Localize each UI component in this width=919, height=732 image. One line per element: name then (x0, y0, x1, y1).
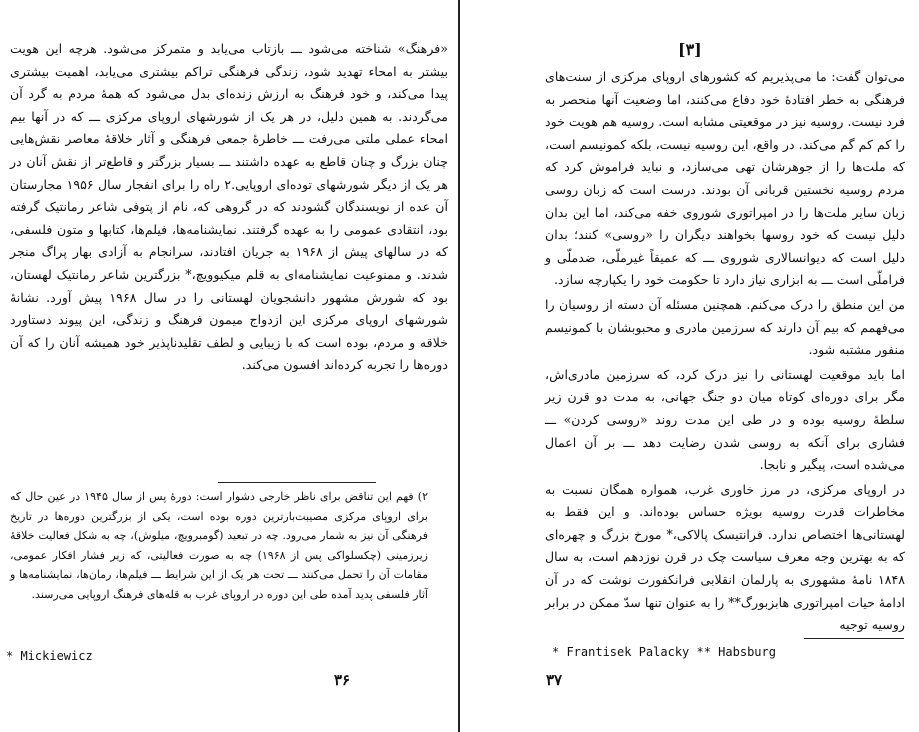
paragraph: در اروپای مرکزی، در مرز خاوری غرب، همواره همگان نسبت به مخاطرات قدرت روسیه بویژه حساس بوده‌اند. و این فقط به لهستانی‌ها اختصاص ندارد. فرانتیسک پالاکی،* مورخ بزرگ و چهره‌ای که به بهترین وجه معرف سیاست چک در قرن نوزدهم است، به سال ۱۸۴۸ نامهٔ مشهوری به پارلمان انقلابی فرانکفورت نوشت که در آن ادامهٔ حیات امپراتوری هابزبورگ** را به عنوان تنها سدّ ممکن در برابر روسیه توجیه (545, 481, 905, 633)
footnote-divider (804, 638, 904, 639)
paragraph: اما باید موقعیت لهستانی را نیز درک کرد، که سرزمین مادری‌اش، مگر برای دوره‌ای کوتاه میان دو جنگ جهانی، به مدت دو قرن زیر سلطهٔ روسیه بوده و در طی این مدت روند «روسی کردن» ـــ فشاری برای آنکه به روسی شدن رضایت دهد ـــ بر آن اعمال می‌شده است، پیگیر و نابجا. (545, 366, 905, 473)
right-page (462, 0, 919, 732)
page-number: ۳۶ (334, 671, 351, 689)
footnote-2: ۲) فهم این تناقض برای ناظر خارجی دشوار است: دورهٔ پس از سال ۱۹۴۵ در عین حال که برای اروپای مرکزی مصیبت‌بارترین دوره بوده است، یکی از بزرگترین دوره‌ها در تاریخ فرهنگی آن نیز به شمار می‌رود. چه در تبعید (گومبرویچ، میلوش)، چه به شکل فعالیت خلاقهٔ زیرزمینی (چکسلواکی پس از ۱۹۶۸) چه به صورت فعالیتی، که زیر فشار افکار عمومی، مقامات آن را تحمل می‌کنند ـــ تحت هر یک از این شرایط ـــ فیلم‌ها، رمان‌ها، نمایشنامه‌ها و آثار فلسفی پدید آمده طی این دوره در اروپای غرب به قله‌های فرهنگ اروپایی می‌رسند. (10, 490, 428, 601)
paragraph: من این منطق را درک می‌کنم. همچنین مسئله آن دسته از روسیان را می‌فهمم که بیم آن دارند که سرزمین مادری و محبوبشان با کمونیسم منفور مشتبه شود. (545, 296, 905, 358)
paragraph: می‌توان گفت: ما می‌پذیریم که کشورهای اروپای مرکزی از سنت‌های فرهنگی به خطر افتادهٔ خود دفاع می‌کنند، اما وضعیت آنها منحصر به فرد نیست. روسیه نیز در موقعیتی مشابه است. روسیه هم هویت خود را کم کم گم می‌کند. در واقع، این روسیه نیست، بلکه کمونیسم است، که ملت‌ها را از جوهرشان تهی می‌سازد، و نباید فراموش کرد که مردم روسیه نخستین قربانی آن بودند. درست است که زبان روسی زبان سایر ملت‌ها را در امپراتوری شوروی خفه می‌کند، اما این بدان دلیل نیست که خود روسها بخواهند دیگران را «روسی» کنند؛ بدان دلیل است که دیوانسالاری شوروی ـــ که عمیقاً غیرملّی، ضدملّی و فراملّی است ـــ به ابزاری نیاز دارد تا حکومت خود را یکپارچه سازد. (545, 69, 905, 288)
left-page-body (10, 38, 448, 377)
latin-footnote: * Frantisek Palacky ** Habsburg (552, 645, 776, 659)
footnote-divider (218, 482, 376, 483)
chapter-label: [۳] (678, 40, 702, 59)
page-number: ۳۷ (546, 671, 563, 689)
latin-footnote: * Mickiewicz (6, 649, 93, 663)
left-page (0, 0, 458, 732)
book-spine-divider (458, 0, 460, 732)
right-page-body (545, 66, 905, 639)
paragraph: «فرهنگ» شناخته می‌شود ـــ بازتاب می‌یابد و متمرکز می‌شود. هرچه این هویت بیشتر به امحاء تهدید شود، زندگی فرهنگی تراکم بیشتری می‌یابد، اهمیت بیشتری پیدا می‌کند، و خود فرهنگ به ارزش زنده‌ای بدل می‌شود که همهٔ مردم به گرد آن می‌گردند. به همین دلیل، در هر یک از شورشهای اروپای مرکزی ـــ که در آنها بیم امحاء عملی ملتی می‌رفت ـــ خاطرهٔ جمعی فرهنگی و آثار خلاقهٔ معاصر نقش‌هایی چنان بزرگ و چنان قاطع به عهده داشتند ـــ بسیار بزرگتر و قاطع‌تر از نقش آنان در هر یک از دیگر شورشهای توده‌ای اروپایی.۲ راه را برای انفجار سال ۱۹۵۶ مجارستان آن عده از نویسندگان گشودند که در گروهی که، نام از پتوفی شاعر رمانتیک گرفته بود، انتقادی عمومی را به عهده گرفتند. نمایشنامه‌ها، فیلم‌ها، کتابها و متون فلسفی، که در سالهای پیش از ۱۹۶۸ به جریان افتادند، سرانجام به آزادی بهار پراگ منجر شدند. و ممنوعیت نمایشنامه‌ای به قلم میکیوویچ،* بزرگترین شاعر رمانتیک لهستان، بود که شورش مشهور دانشجویان لهستانی را در سال ۱۹۶۸ پیش آورد. نشانهٔ شورشهای اروپای مرکزی این ازدواج میمون فرهنگ و زندگی، این پیوند دستاورد خلاقه و مردم، بوده است که با زیبایی و لطف تقلیدناپذیر خود همیشه آنان را که آن دوره‌ها را تجربه کرده‌اند افسون می‌کند. (10, 41, 448, 373)
